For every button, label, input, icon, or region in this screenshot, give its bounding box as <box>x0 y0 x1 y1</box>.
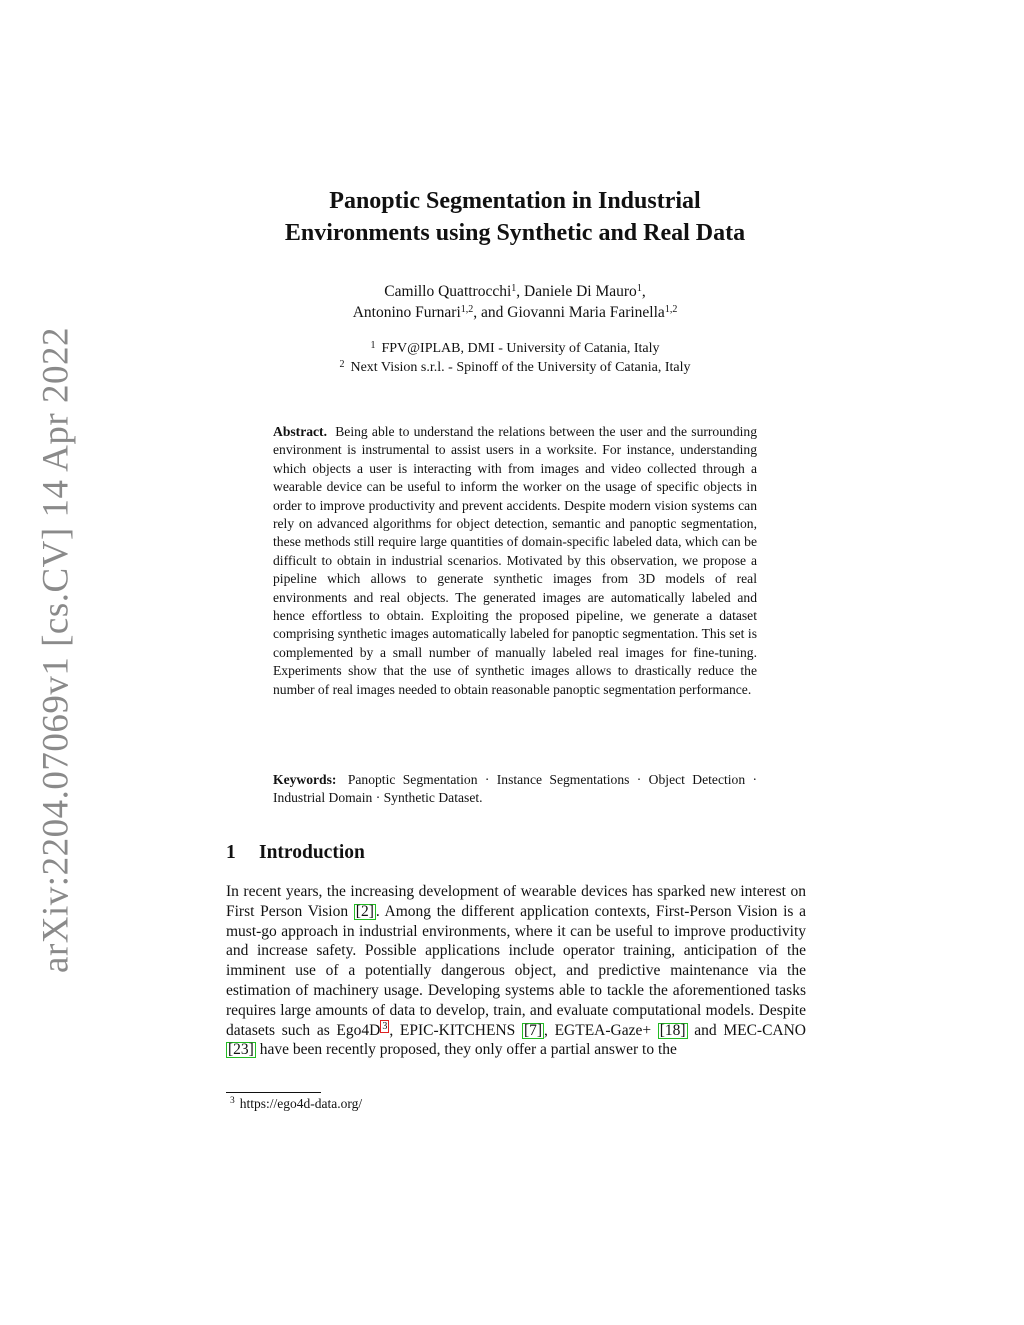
introduction-paragraph <box>226 882 806 1060</box>
keywords <box>273 771 757 808</box>
intro-text: . Among the different application contexts, First-Person Vision is a must-go approach in industrial environments, where it can be useful to improve productivity and increase safety. Possible applications include operator training, anticipation of the imminent use of a potentially dangerous object, and predictive maintenance via the estimation of machinery usage. Developing systems able to tackle the aforementioned tasks requires large amounts of data to develop, train, and evaluate computational models. Despite datasets such as Ego4D <box>226 902 806 1039</box>
affiliation-mark: 1 <box>370 340 376 351</box>
affiliation-mark: 2 <box>339 359 345 370</box>
author-name: Giovanni Maria Farinella <box>507 304 665 321</box>
affiliation-item <box>200 358 830 377</box>
author-line-1 <box>200 281 830 302</box>
title-line-1: Panoptic Segmentation in Industrial <box>329 188 701 214</box>
author-separator: , <box>516 283 525 300</box>
footnote-url[interactable]: https://ego4d-data.org/ <box>239 1096 363 1111</box>
footnote-mark: 3 <box>230 1096 235 1106</box>
author-line-2 <box>200 302 830 323</box>
author-name: Camillo Quattrocchi <box>384 283 512 300</box>
abstract-label: Abstract. <box>273 424 327 439</box>
footnote-divider <box>226 1092 321 1093</box>
author-affiliation-mark: 1 <box>511 283 517 294</box>
citation-link[interactable]: [23] <box>228 1041 254 1059</box>
author-list <box>200 281 830 323</box>
citation-link[interactable]: [18] <box>659 1021 686 1039</box>
intro-text: and MEC-CANO <box>687 1021 806 1039</box>
author-name: Antonino Furnari <box>352 304 461 321</box>
intro-text: have been recently proposed, they only offer a partial answer to the <box>255 1041 677 1059</box>
abstract <box>273 423 757 699</box>
affiliation-text: FPV@IPLAB, DMI - University of Catania, Italy <box>381 341 660 356</box>
paper-title <box>200 185 830 249</box>
footnote-link[interactable]: 3 <box>382 1020 388 1032</box>
intro-text: In recent years, the increasing development of wearable devices has sparked new interest on First Person Vision <box>226 883 806 920</box>
section-number: 1 <box>226 842 236 863</box>
abstract-text: Being able to understand the relations between the user and the surrounding environment is instrumental to assist users in a worksite. For instance, understanding which objects a user is interacting with from images and video collected through a wearable device can be useful to inform the worker on the usage of specific objects in order to improve productivity and prevent accidents. Despite modern vision systems can rely on advanced algorithms for object detection, semantic and panoptic segmentation, these methods still require large quantities of domain-specific labeled data, which can be difficult to obtain in industrial scenarios. Motivated by this observation, we propose a pipeline which allows to generate synthetic images from 3D models of real environments and real objects. The generated images are automatically labeled and hence effortless to obtain. Exploiting the proposed pipeline, we generate a dataset comprising synthetic images automatically labeled for panoptic segmentation. This set is complemented by a small number of manually labeled real images for fine-tuning. Experiments show that the use of synthetic images allows to drastically reduce the number of real images needed to obtain reasonable panoptic segmentation performance. <box>273 424 757 697</box>
keywords-label: Keywords: <box>273 772 337 787</box>
author-name: Daniele Di Mauro <box>524 283 637 300</box>
intro-text: , EPIC-KITCHENS <box>389 1021 522 1039</box>
affiliation-text: Next Vision s.r.l. - Spinoff of the University of Catania, Italy <box>350 360 691 375</box>
affiliation-list <box>200 339 830 377</box>
section-heading <box>226 840 365 866</box>
author-affiliation-mark: 1 <box>636 283 642 294</box>
author-separator: , and <box>473 304 508 321</box>
author-separator: , <box>641 283 646 300</box>
title-line-2: Environments using Synthetic and Real Data <box>284 220 746 246</box>
intro-text: , EGTEA-Gaze+ <box>544 1021 658 1039</box>
author-affiliation-mark: 1,2 <box>664 304 678 315</box>
citation-link[interactable]: [2] <box>355 902 374 920</box>
author-affiliation-mark: 1,2 <box>460 304 474 315</box>
keywords-text: Panoptic Segmentation · Instance Segmentations · Object Detection · Industrial Domain · Synthetic Dataset. <box>273 772 758 806</box>
section-title: Introduction <box>259 842 365 863</box>
affiliation-item <box>200 339 830 358</box>
arxiv-identifier-stamp: arXiv:2204.07069v1 [cs.CV] 14 Apr 2022 <box>35 327 77 973</box>
footnote <box>230 1095 362 1113</box>
citation-link[interactable]: [7] <box>523 1021 543 1039</box>
